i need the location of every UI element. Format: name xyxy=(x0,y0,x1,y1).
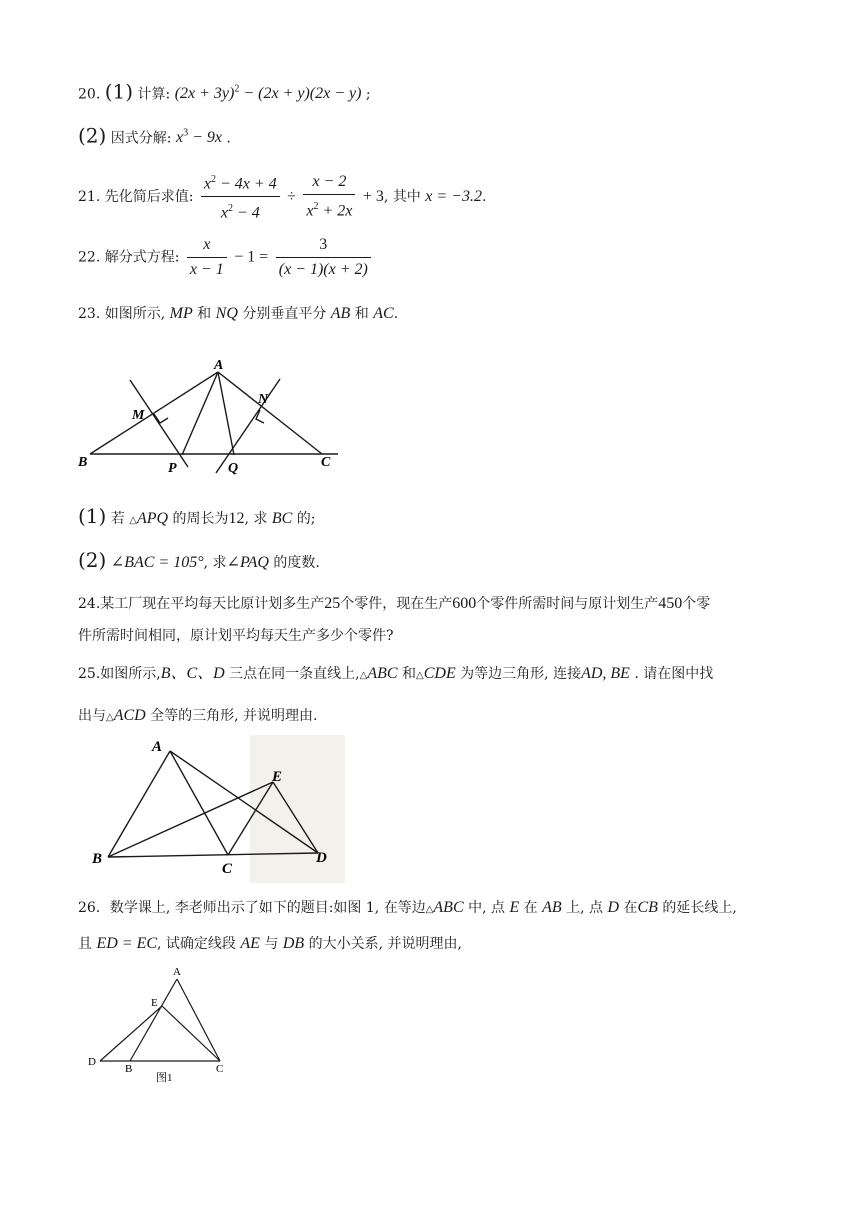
q22-fraction-2: $\frac{3}{(x - 1)(x + 2)}$ xyxy=(276,235,371,280)
q23-stem: 23. 如图所示, MP 和 NQ 分别垂直平分 AB 和 AC. xyxy=(78,305,399,322)
q25-line2: 出与△ACD 全等的三角形, 并说明理由. xyxy=(78,707,318,724)
q25-label-E: E xyxy=(272,769,283,785)
q23-label-P: P xyxy=(168,461,177,476)
q23-figure xyxy=(70,355,360,480)
q26-label-B: B xyxy=(125,1063,133,1075)
q20-part2-expr: $x^3 - 9x$ xyxy=(175,128,222,147)
q21-divide-sign: ÷ xyxy=(287,187,296,205)
q25-line1: 25.如图所示,B、C、D 三点在同一条直线上,△ABC 和△CDE 为等边三角形, 连接AD, BE . 请在图中找 xyxy=(78,665,714,682)
q25-label-D: D xyxy=(316,850,327,866)
q23-label-B: B xyxy=(78,455,88,470)
q26-line1: 26．数学课上, 李老师出示了如下的题目:如图 1, 在等边△ABC 中, 点 E 在 AB 上, 点 D 在CB 的延长线上, xyxy=(78,899,737,916)
q20-part1-expr: $(2x + 3y)^2 - (2x + y)(2x - y)$ xyxy=(174,84,362,103)
q20-number: 20. xyxy=(78,86,101,103)
q23-label-C: C xyxy=(321,455,331,470)
q21-label: 21. 先化简后求值: xyxy=(78,188,194,205)
q20-part2-num: (2) xyxy=(78,123,107,148)
q23-label-N: N xyxy=(258,392,269,407)
q26-label-C: C xyxy=(216,1063,224,1075)
q24-line1: 24.某工厂现在平均每天比原计划多生产25个零件，现在生产600个零件所需时间与原计划生产450个零 xyxy=(78,595,711,612)
q25-label-C: C xyxy=(222,861,233,877)
q23-label-Q: Q xyxy=(228,461,239,476)
q22 xyxy=(78,235,374,280)
q26-caption: 图1 xyxy=(156,1072,173,1084)
q20-part1: 20. (1) 计算: $(2x + 3y)^2 - (2x + y)(2x - y)$ ; xyxy=(78,79,371,104)
q22-middle: − 1 = xyxy=(234,248,269,266)
q21-condition: x = −3.2 xyxy=(425,187,482,205)
q26-label-E: E xyxy=(151,997,158,1009)
q20-part1-num: (1) xyxy=(104,79,134,104)
q20-part2-label: 因式分解: xyxy=(110,130,172,147)
q21: 21. 先化简后求值: $\frac{x^2 - 4x + 4}{x^2 - 4}$ ÷ $\frac{x - 2}{x^2 + 2x}$ + 3, 其中 x = −3.2. xyxy=(78,170,486,224)
q25-label-B: B xyxy=(92,851,103,867)
q21-fraction-2: $\frac{x - 2}{x^2 + 2x}$ xyxy=(303,172,355,221)
q26-line2: 且 ED = EC, 试确定线段 AE 与 DB 的大小关系, 并说明理由, xyxy=(78,935,462,952)
q21-tail: + 3 xyxy=(362,187,384,205)
q25-figure xyxy=(80,735,345,883)
q23-label-M: M xyxy=(132,408,145,423)
q23-sub1: (1) 若 △APQ 的周长为12, 求 BC 的; xyxy=(78,504,316,528)
q20-part1-label: 计算: xyxy=(137,86,171,103)
q22-label: 22. 解分式方程: xyxy=(78,249,180,266)
q26-label-A: A xyxy=(173,966,181,978)
q26-label-D: D xyxy=(88,1056,96,1068)
q23-sub2: (2) ∠BAC = 105°, 求∠PAQ 的度数. xyxy=(78,548,320,572)
q22-fraction-1: $\frac{x}{x - 1}$ xyxy=(187,235,227,280)
q23-label-A: A xyxy=(214,358,224,373)
q26-figure xyxy=(80,962,240,1087)
q20-part2: (2) 因式分解: $x^3 - 9x$ . xyxy=(78,123,231,148)
q25-label-A: A xyxy=(152,739,163,755)
q21-fraction-1: $\frac{x^2 - 4x + 4}{x^2 - 4}$ xyxy=(201,170,280,224)
q24-line2: 件所需时间相同，原计划平均每天生产多少个零件? xyxy=(78,628,394,644)
